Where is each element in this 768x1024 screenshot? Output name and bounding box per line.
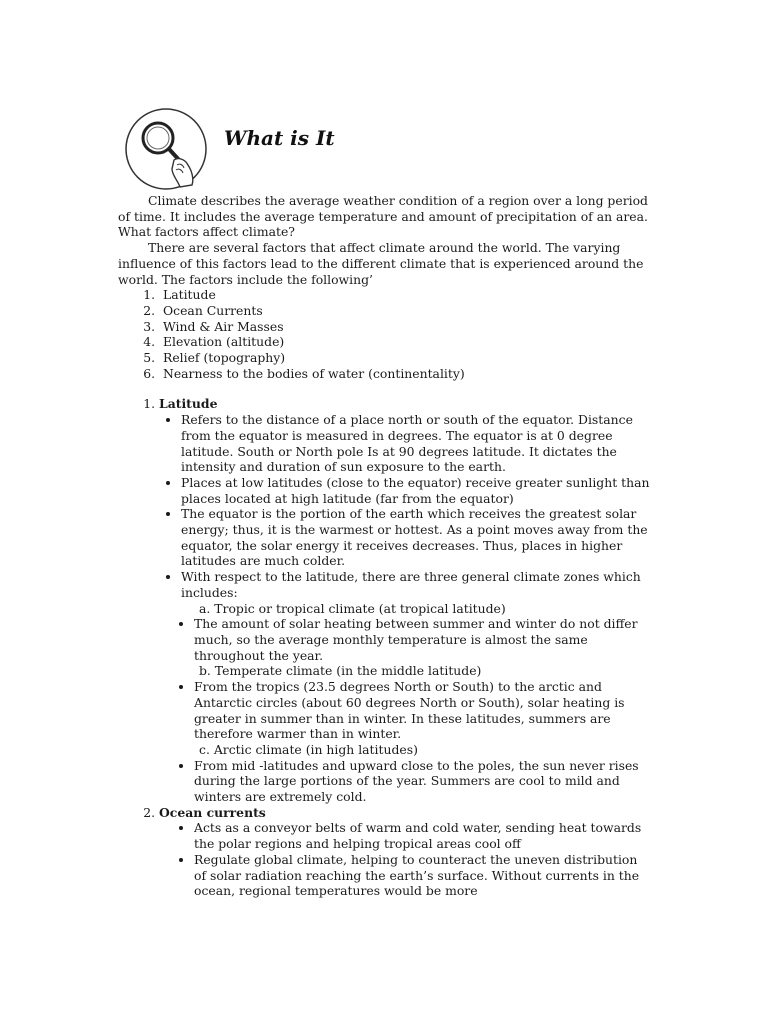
- zone-bullets: [118, 679, 650, 742]
- section-title: Latitude: [159, 396, 218, 412]
- list-item: 6. Nearness to the bodies of water (continentality): [159, 366, 650, 382]
- bullet-item: • Places at low latitudes (close to the equator) receive greater sunlight than places located at high latitude (far from the equator): [181, 475, 650, 506]
- zone-bullets: [118, 758, 650, 805]
- list-item: 3. Wind & Air Masses: [159, 319, 650, 335]
- zone-bullets: [118, 616, 650, 663]
- zone-label: c. Arctic climate (in high latitudes): [199, 741, 418, 757]
- list-item: 1. Latitude: [159, 287, 650, 303]
- latitude-bullets: [118, 412, 650, 600]
- ocean-bullets: [118, 820, 650, 899]
- bullet-item: • The equator is the portion of the earth which receives the greatest solar energy; thus, it is the warmest or hottest. As a point moves away from the equator, the solar energy it receives decreases. Thus, places in higher latitudes are much colder.: [181, 506, 650, 569]
- list-item: 5. Relief (topography): [159, 350, 650, 366]
- factors-paragraph: There are several factors that affect climate around the world. The varying influence of this factors lead to the different climate that is experienced around the world. The factors include the following’: [118, 240, 644, 287]
- bullet-item: • Acts as a conveyor belts of warm and cold water, sending heat towards the polar regions and helping tropical areas cool off: [194, 820, 650, 851]
- magnifying-glass-icon: [122, 105, 208, 191]
- zone-label: b. Temperate climate (in the middle latitude): [199, 663, 482, 679]
- bullet-item: • The amount of solar heating between summer and winter do not differ much, so the average monthly temperature is almost the same throughout the year.: [194, 616, 650, 663]
- intro-paragraph: Climate describes the average weather condition of a region over a long period of time. It includes the average temperature and amount of precipitation of an area.: [118, 193, 648, 224]
- section-title: Ocean currents: [159, 804, 266, 820]
- spacer: [118, 381, 650, 396]
- list-item: 2. Ocean Currents: [159, 303, 650, 319]
- zone-label: a. Tropic or tropical climate (at tropical latitude): [199, 600, 506, 616]
- bullet-item: • Refers to the distance of a place north or south of the equator. Distance from the equator is measured in degrees. The equator is at 0 degree latitude. South or North pole Is at 90 degrees latitude. It dictates the intensity and duration of sun exposure to the earth.: [181, 412, 650, 475]
- section-ocean-currents: [159, 805, 650, 821]
- section-heading: What is It: [224, 126, 335, 150]
- bullet-item: • From the tropics (23.5 degrees North or South) to the arctic and Antarctic circles (about 60 degrees North or South), solar heating is greater in summer than in winter. In these latitudes, summers are therefore warmer than in winter.: [194, 679, 650, 742]
- document-body: [118, 193, 650, 899]
- section-latitude: [159, 396, 650, 412]
- question-line: What factors affect climate?: [118, 224, 295, 240]
- bullet-item: • With respect to the latitude, there are three general climate zones which includes:: [181, 569, 650, 600]
- list-item: 4. Elevation (altitude): [159, 334, 650, 350]
- sections-list: [118, 805, 650, 821]
- bullet-item: • Regulate global climate, helping to counteract the uneven distribution of solar radiation reaching the earth’s surface. Without currents in the ocean, regional temperatures would be more: [194, 852, 650, 899]
- bullet-item: • From mid -latitudes and upward close to the poles, the sun never rises during the large portions of the year. Summers are cool to mild and winters are extremely cold.: [194, 758, 650, 805]
- factors-list: [118, 287, 650, 381]
- sections-list: [118, 396, 650, 412]
